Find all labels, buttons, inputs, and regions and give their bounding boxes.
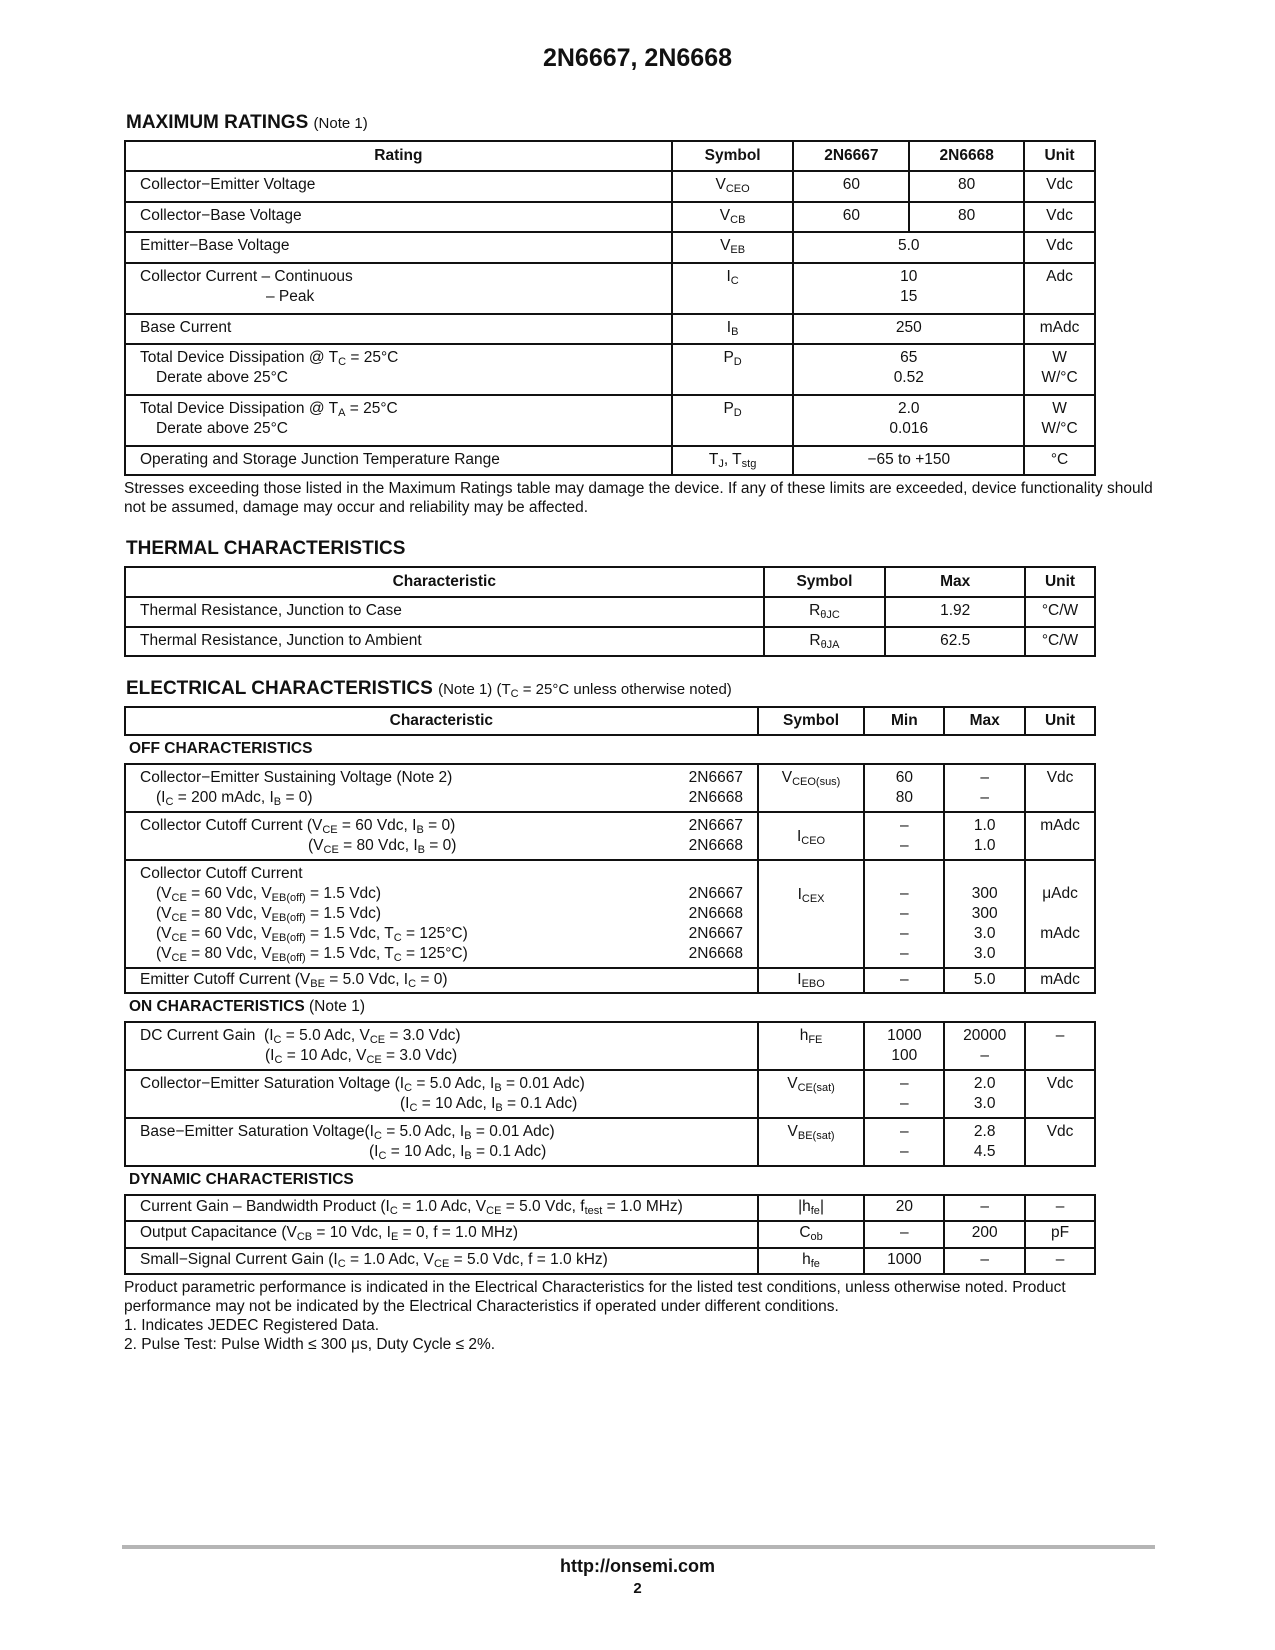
column-header: Max: [944, 707, 1025, 735]
subscript: EB(off): [271, 932, 306, 944]
subscript: B: [464, 1150, 472, 1162]
table-row: [125, 968, 1095, 993]
table-cell: $P_D$: [672, 344, 794, 395]
subscript: CE: [322, 824, 338, 836]
table-cell: Vdc: [1024, 232, 1095, 263]
table-cell: – –: [944, 764, 1025, 812]
subscript: CEO: [801, 835, 826, 847]
table-row: [125, 344, 1095, 395]
subscript: CE: [323, 844, 339, 856]
subscript: B: [417, 844, 425, 856]
table-cell: Emitter−Base Voltage: [125, 232, 672, 263]
table-cell: 60 80: [864, 764, 944, 812]
table-cell: $|h_{fe}|$: [758, 1195, 865, 1221]
subscript: CB: [730, 214, 746, 226]
table-cell: °C/W: [1025, 627, 1095, 656]
subscript: C: [409, 1102, 418, 1114]
table-cell: 2.0 0.016: [793, 395, 1024, 446]
table-cell: 65 0.52: [793, 344, 1024, 395]
table-cell: 200: [944, 1221, 1025, 1248]
table-cell: $V_{CE(sat)}$: [758, 1070, 865, 1118]
subscript: BE(sat): [797, 1130, 835, 1142]
table-cell: DYNAMIC CHARACTERISTICS: [125, 1166, 1095, 1195]
table-cell: $V_{BE(sat)}$: [758, 1118, 865, 1166]
subscript: CE: [171, 892, 187, 904]
table-cell: 80: [909, 202, 1024, 232]
table-cell: – – – –: [864, 860, 944, 968]
table-cell: $V_{CB}$: [672, 202, 794, 232]
subscript: C: [393, 952, 402, 964]
subscript: EB(off): [271, 952, 306, 964]
table-cell: –: [944, 1195, 1025, 1221]
table-cell: $I_C$: [672, 263, 794, 314]
subscript: C: [404, 1082, 413, 1094]
off-characteristics-heading: [125, 735, 1095, 764]
subscript: E: [390, 1231, 399, 1243]
electrical-heading: ELECTRICAL CHARACTERISTICS (Note 1) ($T_C = 25^\circ C$ unless otherwise noted): [126, 678, 732, 700]
table-cell: Collector Cutoff Current ($V_{CE} = 60$ Vdc, $V_{EB(off)} = 1.5$ Vdc) 2N6667 ($V_{CE} = 80$ Vdc, $V_{EB(off)} = 1.5$ Vdc) 2N6668 ($V_{CE} = 60$ Vdc, $V_{EB(off)} = 1.5$ Vdc, $T_C = 125^\circ C$) 2N6667 ($V_{CE} = 80$ Vdc, $V_{EB(off)} = 1.5$ Vdc, $T_C = 125^\circ C$) 2N6668: [125, 860, 758, 968]
subscript: CE(sat): [797, 1082, 835, 1094]
table-cell: 5.0: [944, 968, 1025, 993]
table-row: [125, 1221, 1095, 1248]
table-cell: $I_{CEX}$: [758, 860, 865, 968]
footer-url[interactable]: http://onsemi.com: [559, 1556, 715, 1576]
subscript: BE: [310, 978, 325, 990]
table-row: [125, 1195, 1095, 1221]
table-cell: 5.0: [793, 232, 1024, 263]
subscript: ob: [810, 1231, 823, 1243]
table-row: [125, 202, 1095, 232]
table-cell: Vdc: [1025, 1118, 1095, 1166]
subscript: A: [338, 407, 346, 419]
performance-note: Product parametric performance is indicated in the Electrical Characteristics for the listed test conditions, unless otherwise noted. Product performance may not be indicated by the Electrical Characteristics if operated under different conditions.: [124, 1279, 1066, 1315]
table-cell: 1.92: [885, 597, 1025, 627]
table-cell: Small−Signal Current Gain ($I_C = 1.0$ Adc, $V_{CE} = 5.0$ Vdc, f = 1.0 kHz): [125, 1248, 758, 1274]
subscript: test: [584, 1205, 603, 1217]
table-cell: 10 15: [793, 263, 1024, 314]
table-cell: $I_{CEO}$: [758, 812, 865, 860]
table-row: [125, 1118, 1095, 1166]
table-cell: Output Capacitance ($V_{CB} = 10$ Vdc, $I_E = 0$, f = 1.0 MHz): [125, 1221, 758, 1248]
table-cell: °C/W: [1025, 597, 1095, 627]
table-cell: OFF CHARACTERISTICS: [125, 735, 1095, 764]
table-cell: –: [864, 1221, 944, 1248]
subscript: θJC: [820, 609, 840, 621]
table-cell: 1.0 1.0: [944, 812, 1025, 860]
table-cell: –: [864, 968, 944, 993]
table-cell: 60: [793, 202, 909, 232]
table-cell: Collector−Emitter Voltage: [125, 171, 672, 202]
column-header: Symbol: [764, 567, 886, 597]
subscript: C: [378, 1150, 387, 1162]
subscript: C: [373, 1130, 382, 1142]
subscript: FE: [808, 1034, 823, 1046]
subscript: C: [337, 1258, 346, 1270]
column-header: Unit: [1025, 707, 1095, 735]
table-cell: Collector−Base Voltage: [125, 202, 672, 232]
column-header: 2N6667: [793, 141, 909, 171]
subscript: fe: [810, 1205, 820, 1217]
table-cell: 300 300 3.0 3.0: [944, 860, 1025, 968]
table-row: [125, 764, 1095, 812]
table-row: [125, 1022, 1095, 1070]
subscript: B: [494, 1082, 502, 1094]
table-cell: Base−Emitter Saturation $Voltage(I_C = 5.0$ Adc, $I_B = 0.01$ Adc) ($I_C = 10$ Adc, $I_B = 0.1$ Adc): [125, 1118, 758, 1166]
table-header-row: [125, 567, 1095, 597]
subscript: C: [408, 978, 417, 990]
table-cell: Vdc: [1025, 1070, 1095, 1118]
column-header: Characteristic: [125, 567, 764, 597]
table-row: [125, 860, 1095, 968]
table-cell: DC Current Gain ($I_C = 5.0$ Adc, $V_{CE} = 3.0$ Vdc) ($I_C = 10$ Adc, $V_{CE} = 3.0$ Vdc): [125, 1022, 758, 1070]
subscript: C: [389, 1205, 398, 1217]
subscript: C: [273, 1034, 282, 1046]
table-cell: $V_{CEO(sus)}$: [758, 764, 865, 812]
footer-divider: [122, 1545, 1155, 1549]
subscript: D: [733, 407, 742, 419]
subscript: C: [393, 932, 402, 944]
table-cell: Collector−Emitter Sustaining Voltage (Note 2) 2N6667 ($I_C = 200$ mAdc, $I_B = 0$) 2N6668: [125, 764, 758, 812]
subscript: CE: [486, 1205, 502, 1217]
table-row: [125, 171, 1095, 202]
table-cell: –: [1025, 1248, 1095, 1274]
table-cell: –: [1025, 1195, 1095, 1221]
table-cell: Total Device Dissipation @ $T_C = 25^\circ C$ Derate above 25°C: [125, 344, 672, 395]
max-ratings-table: [124, 140, 1096, 476]
subscript: EBO: [801, 978, 825, 990]
column-header: Max: [885, 567, 1025, 597]
column-header: Min: [864, 707, 944, 735]
max-ratings-note: (Note 1): [313, 115, 368, 132]
column-header: Symbol: [672, 141, 794, 171]
table-row: [125, 314, 1095, 344]
column-header: Unit: [1025, 567, 1095, 597]
table-cell: 20000 –: [944, 1022, 1025, 1070]
table-cell: 60: [793, 171, 909, 202]
stress-note: Stresses exceeding those listed in the Maximum Ratings table may damage the device. If any of these limits are exceeded, device functionality should not be assumed, damage may occur and reliability may be affected.: [124, 480, 1153, 516]
table-cell: 62.5: [885, 627, 1025, 656]
subscript: B: [416, 824, 424, 836]
column-header: Rating: [125, 141, 672, 171]
table-cell: $V_{CEO}$: [672, 171, 794, 202]
subscript: C: [165, 796, 174, 808]
table-cell: Operating and Storage Junction Temperature Range: [125, 446, 672, 475]
subscript: CE: [171, 932, 187, 944]
dynamic-characteristics-heading: [125, 1166, 1095, 1195]
footnotes: [124, 1278, 1154, 1354]
subscript: B: [464, 1130, 472, 1142]
table-cell: $h_{fe}$: [758, 1248, 865, 1274]
table-header-row: [125, 141, 1095, 171]
subscript: CE: [171, 952, 187, 964]
subscript: EB(off): [271, 892, 306, 904]
column-header: Unit: [1024, 141, 1095, 171]
subscript: C: [274, 1054, 283, 1066]
table-cell: Collector−Emitter Saturation Voltage ($I_C = 5.0$ Adc, $I_B = 0.01$ Adc) ($I_C = 10$ Adc, $I_B = 0.1$ Adc): [125, 1070, 758, 1118]
subscript: CEX: [801, 893, 825, 905]
table-cell: – –: [864, 1118, 944, 1166]
subscript: CE: [434, 1258, 450, 1270]
subscript: D: [733, 356, 742, 368]
max-ratings-heading: MAXIMUM RATINGS (Note 1): [126, 112, 368, 133]
subscript: B: [495, 1102, 503, 1114]
subscript: CE: [369, 1034, 386, 1046]
column-header: 2N6668: [909, 141, 1024, 171]
table-cell: $I_B$: [672, 314, 794, 344]
table-cell: $I_{EBO}$: [758, 968, 865, 993]
table-cell: Emitter Cutoff Current ($V_{BE} = 5.0$ Vdc, $I_C = 0$): [125, 968, 758, 993]
table-cell: W W/°C: [1024, 395, 1095, 446]
table-row: [125, 597, 1095, 627]
table-cell: Thermal Resistance, Junction to Case: [125, 597, 764, 627]
table-cell: μAdc mAdc: [1025, 860, 1095, 968]
table-cell: –: [1025, 1022, 1095, 1070]
table-cell: $R_{\theta JA}$: [764, 627, 886, 656]
page-number: 2: [633, 1580, 642, 1597]
table-cell: –: [944, 1248, 1025, 1274]
subscript: C: [730, 275, 739, 287]
table-cell: $C_{ob}$: [758, 1221, 865, 1248]
footnote-2: 2. Pulse Test: Pulse Width ≤ 300 μs, Duty Cycle ≤ 2%.: [124, 1336, 496, 1353]
table-cell: Adc: [1024, 263, 1095, 314]
electrical-table: [124, 706, 1096, 1275]
table-cell: – –: [864, 1070, 944, 1118]
page-title: 2N6667, 2N6668: [542, 44, 733, 72]
table-cell: −65 to +150: [793, 446, 1024, 475]
table-row: [125, 232, 1095, 263]
subscript: C: [338, 356, 347, 368]
table-cell: Thermal Resistance, Junction to Ambient: [125, 627, 764, 656]
table-row: [125, 395, 1095, 446]
table-cell: – –: [864, 812, 944, 860]
table-row: [125, 812, 1095, 860]
subscript: EB: [730, 244, 746, 256]
table-cell: W W/°C: [1024, 344, 1095, 395]
table-cell: Collector Current – Continuous – Peak: [125, 263, 672, 314]
column-header: Symbol: [758, 707, 865, 735]
table-cell: mAdc: [1025, 968, 1095, 993]
table-cell: °C: [1024, 446, 1095, 475]
table-cell: 20: [864, 1195, 944, 1221]
table-row: [125, 1070, 1095, 1118]
table-cell: mAdc: [1025, 812, 1095, 860]
table-cell: 2.8 4.5: [944, 1118, 1025, 1166]
subscript: EB(off): [271, 912, 306, 924]
table-cell: 1000 100: [864, 1022, 944, 1070]
table-row: [125, 627, 1095, 656]
table-cell: Vdc: [1024, 171, 1095, 202]
table-row: [125, 263, 1095, 314]
table-cell: 80: [909, 171, 1024, 202]
subscript: fe: [810, 1258, 820, 1270]
table-cell: Collector Cutoff Current ($V_{CE} = 60$ Vdc, $I_B = 0$) 2N6667 ($V_{CE} = 80$ Vdc, $I_B = 0$) 2N6668: [125, 812, 758, 860]
table-cell: $V_{EB}$: [672, 232, 794, 263]
table-cell: $R_{\theta JC}$: [764, 597, 886, 627]
table-cell: Vdc: [1025, 764, 1095, 812]
subscript: CE: [171, 912, 187, 924]
subscript: θJA: [820, 639, 840, 651]
table-cell: Total Device Dissipation @ $T_A = 25^\circ C$ Derate above 25°C: [125, 395, 672, 446]
table-cell: pF: [1025, 1221, 1095, 1248]
on-characteristics-heading: [125, 993, 1095, 1022]
subscript: B: [731, 326, 739, 338]
subscript: C: [510, 688, 519, 700]
thermal-heading: THERMAL CHARACTERISTICS: [126, 538, 406, 559]
footnote-1: 1. Indicates JEDEC Registered Data.: [124, 1317, 380, 1334]
table-cell: 250: [793, 314, 1024, 344]
subscript: CB: [296, 1231, 313, 1243]
subscript: CEO(sus): [792, 776, 841, 788]
table-cell: Current Gain – Bandwidth Product ($I_C = 1.0$ Adc, $V_{CE} = 5.0$ Vdc, $f_{test} = 1.0$ MHz): [125, 1195, 758, 1221]
table-cell: $T_J$, $T_{stg}$: [672, 446, 794, 475]
subscript: CE: [366, 1054, 382, 1066]
table-cell: $h_{FE}$: [758, 1022, 865, 1070]
subscript: J: [718, 458, 724, 470]
subscript: B: [273, 796, 282, 808]
subscript: CEO: [725, 183, 750, 195]
thermal-table: [124, 566, 1096, 657]
table-row: [125, 446, 1095, 475]
table-cell: ON CHARACTERISTICS (Note 1): [125, 993, 1095, 1022]
table-cell: 2.0 3.0: [944, 1070, 1025, 1118]
table-cell: Vdc: [1024, 202, 1095, 232]
table-header-row: [125, 707, 1095, 735]
table-cell: 1000: [864, 1248, 944, 1274]
table-cell: mAdc: [1024, 314, 1095, 344]
subscript: stg: [741, 458, 757, 470]
table-row: [125, 1248, 1095, 1274]
table-cell: Base Current: [125, 314, 672, 344]
table-cell: $P_D$: [672, 395, 794, 446]
column-header: Characteristic: [125, 707, 758, 735]
